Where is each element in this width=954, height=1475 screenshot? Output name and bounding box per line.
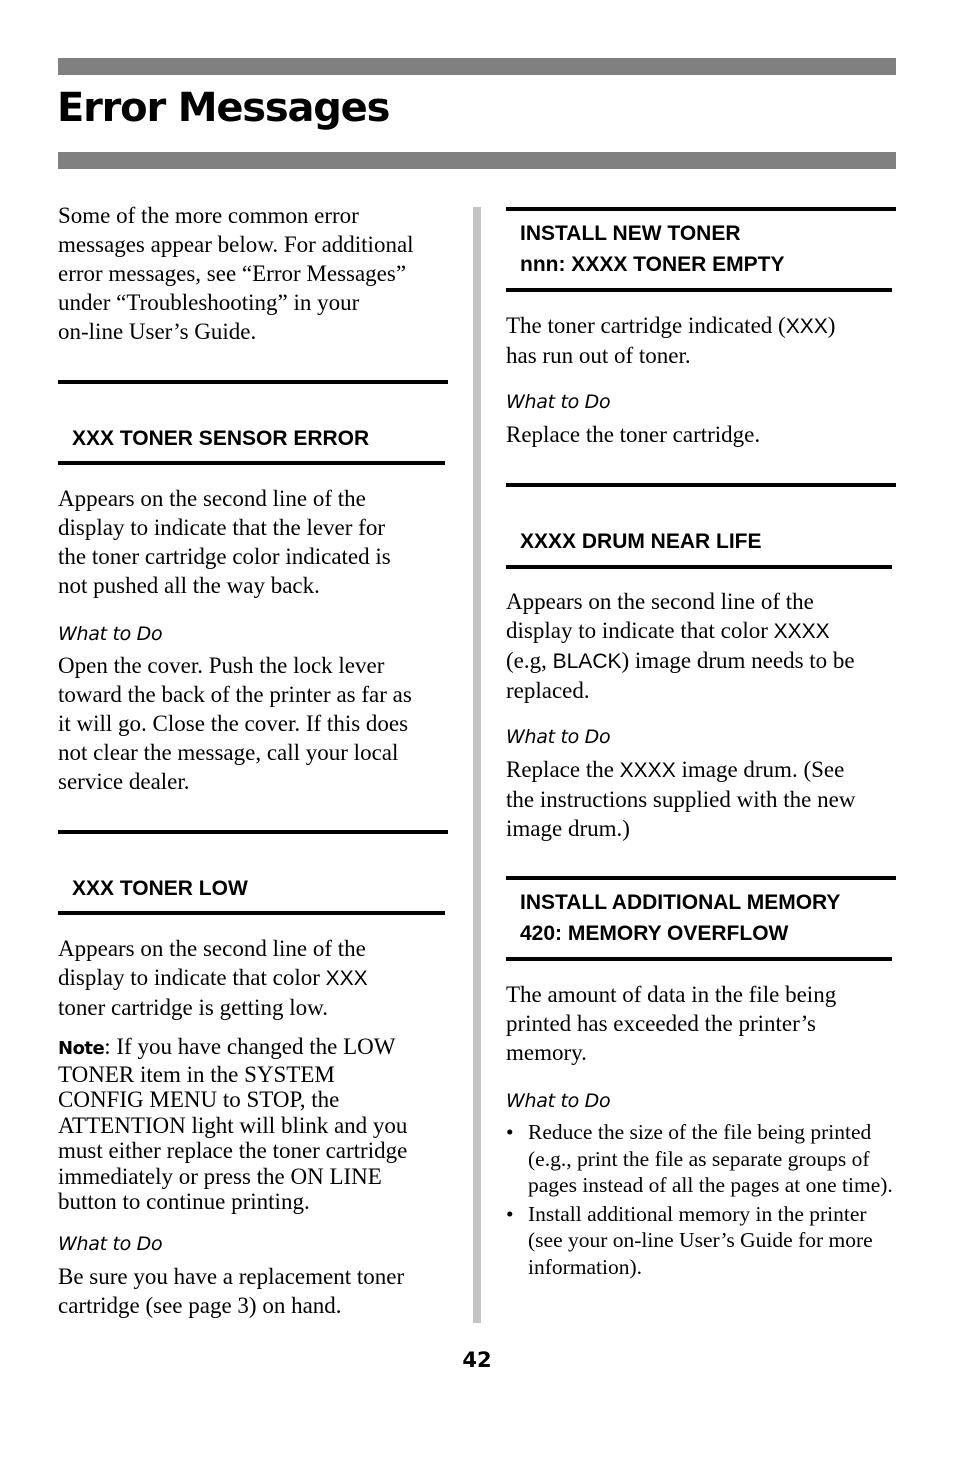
action-line: not clear the message, call your local: [58, 740, 399, 765]
section-rule-bottom: [58, 911, 445, 915]
action-line: cartridge (see page 3) on hand.: [58, 1293, 342, 1318]
note-line: TONER item in the SYSTEM: [58, 1061, 335, 1087]
section-rule-top: [506, 207, 896, 211]
list-item: [506, 1119, 898, 1199]
note-line: button to continue printing.: [58, 1189, 310, 1214]
color-code: BLACK: [552, 650, 622, 673]
description-line: not pushed all the way back.: [58, 573, 320, 598]
note-line: CONFIG MENU to STOP, the: [58, 1087, 340, 1112]
header-bar-top: [58, 58, 896, 75]
section-rule-bottom: [58, 461, 445, 465]
description-line: Appears on the second line of the: [58, 486, 366, 511]
new-toner-description: [506, 311, 835, 370]
action-line: the instructions supplied with the new: [506, 787, 856, 812]
description-line: Appears on the second line of the: [58, 936, 366, 961]
section-rule-top: [506, 876, 896, 880]
memory-action-list: [506, 1119, 898, 1282]
action-line: [506, 755, 855, 785]
drum-action: [506, 755, 855, 843]
note-line: [58, 1034, 450, 1062]
description-line: [506, 646, 855, 676]
action-line: service dealer.: [58, 769, 190, 794]
color-code: XXXX: [619, 759, 676, 782]
description-line: replaced.: [506, 678, 590, 703]
what-to-do-label: What to Do: [506, 726, 611, 748]
sensor-error-description: [58, 484, 391, 600]
toner-low-description: [58, 934, 368, 1022]
action-line: image drum.): [506, 816, 630, 841]
description-line: display to indicate that the lever for: [58, 515, 385, 540]
description-text: display to indicate that color: [58, 965, 326, 990]
drum-description: [506, 587, 855, 705]
page-number: 42: [462, 1348, 492, 1372]
color-code: XXXX: [773, 620, 830, 643]
memory-description: [506, 980, 836, 1067]
description-line: has run out of toner.: [506, 343, 691, 368]
description-text: ) image drum needs to be: [621, 648, 855, 673]
section-rule-bottom: [506, 957, 892, 961]
intro-line: Some of the more common error: [58, 203, 359, 228]
list-item: [506, 1201, 898, 1281]
heading-line: nnn: XXXX TONER EMPTY: [520, 253, 785, 276]
section-rule-top: [506, 483, 896, 487]
intro-line: on-line User’s Guide.: [58, 319, 257, 344]
description-line: memory.: [506, 1040, 587, 1065]
note-block: [58, 1034, 450, 1215]
toner-low-action: [58, 1262, 404, 1320]
action-line: toward the back of the printer as far as: [58, 682, 412, 707]
sensor-error-action: [58, 651, 412, 796]
description-line: [506, 616, 855, 646]
section-rule-bottom: [506, 565, 892, 569]
list-item-text: Reduce the size of the file being printed (e.g., print the file as separate groups of pages instead of all the pages at one time).: [528, 1120, 893, 1197]
section-heading: [520, 887, 840, 949]
heading-line: 420: MEMORY OVERFLOW: [520, 922, 789, 945]
note-line: ATTENTION light will blink and you: [58, 1112, 408, 1138]
header-bar-bottom: [58, 152, 896, 169]
section-rule-bottom: [506, 288, 892, 292]
heading-line: INSTALL NEW TONER: [520, 222, 741, 245]
description-line: The amount of data in the file being: [506, 982, 837, 1007]
description-text: The toner cartridge indicated (: [506, 313, 786, 338]
section-rule-top: [58, 380, 448, 384]
what-to-do-label: What to Do: [58, 1233, 163, 1255]
section-heading: [520, 218, 784, 280]
section-heading: XXX TONER LOW: [72, 877, 248, 900]
description-line: [58, 963, 368, 993]
description-text: ): [827, 313, 836, 338]
note-text: : If you have changed the LOW: [104, 1034, 396, 1059]
note-line: must either replace the toner cartridge: [58, 1138, 408, 1163]
bullet-icon: •: [506, 1120, 514, 1144]
description-text: display to indicate that color: [506, 618, 774, 643]
action-line: it will go. Close the cover. If this does: [58, 711, 409, 736]
page-title: Error Messages: [57, 85, 390, 131]
description-line: the toner cartridge color indicated is: [58, 544, 391, 569]
note-label: Note: [58, 1038, 105, 1059]
color-code: XXX: [325, 967, 368, 990]
description-line: Appears on the second line of the: [506, 589, 814, 614]
bullet-icon: •: [506, 1201, 514, 1226]
note-line: immediately or press the ON LINE: [58, 1163, 382, 1189]
color-code: XXX: [785, 315, 828, 338]
action-text: Replace the: [506, 757, 620, 782]
intro-line: error messages, see “Error Messages”: [58, 261, 407, 286]
section-rule-top: [58, 830, 448, 834]
heading-line: INSTALL ADDITIONAL MEMORY: [520, 891, 841, 914]
action-line: Open the cover. Push the lock lever: [58, 653, 385, 678]
list-item-text: Install additional memory in the printer (see your on-line User’s Guide for more information).: [528, 1201, 873, 1279]
action-text: image drum. (See: [675, 757, 845, 782]
section-heading: XXXX DRUM NEAR LIFE: [520, 530, 762, 553]
description-line: printed has exceeded the printer’s: [506, 1011, 816, 1036]
what-to-do-label: What to Do: [506, 391, 611, 413]
description-line: [506, 311, 835, 341]
what-to-do-label: What to Do: [58, 623, 163, 645]
description-line: toner cartridge is getting low.: [58, 995, 328, 1020]
intro-line: under “Troubleshooting” in your: [58, 290, 360, 315]
action-line: Be sure you have a replacement toner: [58, 1264, 405, 1289]
column-divider: [473, 207, 481, 1323]
what-to-do-label: What to Do: [506, 1090, 611, 1112]
new-toner-action: Replace the toner cartridge.: [506, 422, 761, 447]
section-heading: XXX TONER SENSOR ERROR: [72, 427, 370, 450]
intro-paragraph: [58, 201, 414, 346]
description-text: (e.g,: [506, 648, 553, 673]
intro-line: messages appear below. For additional: [58, 232, 414, 257]
